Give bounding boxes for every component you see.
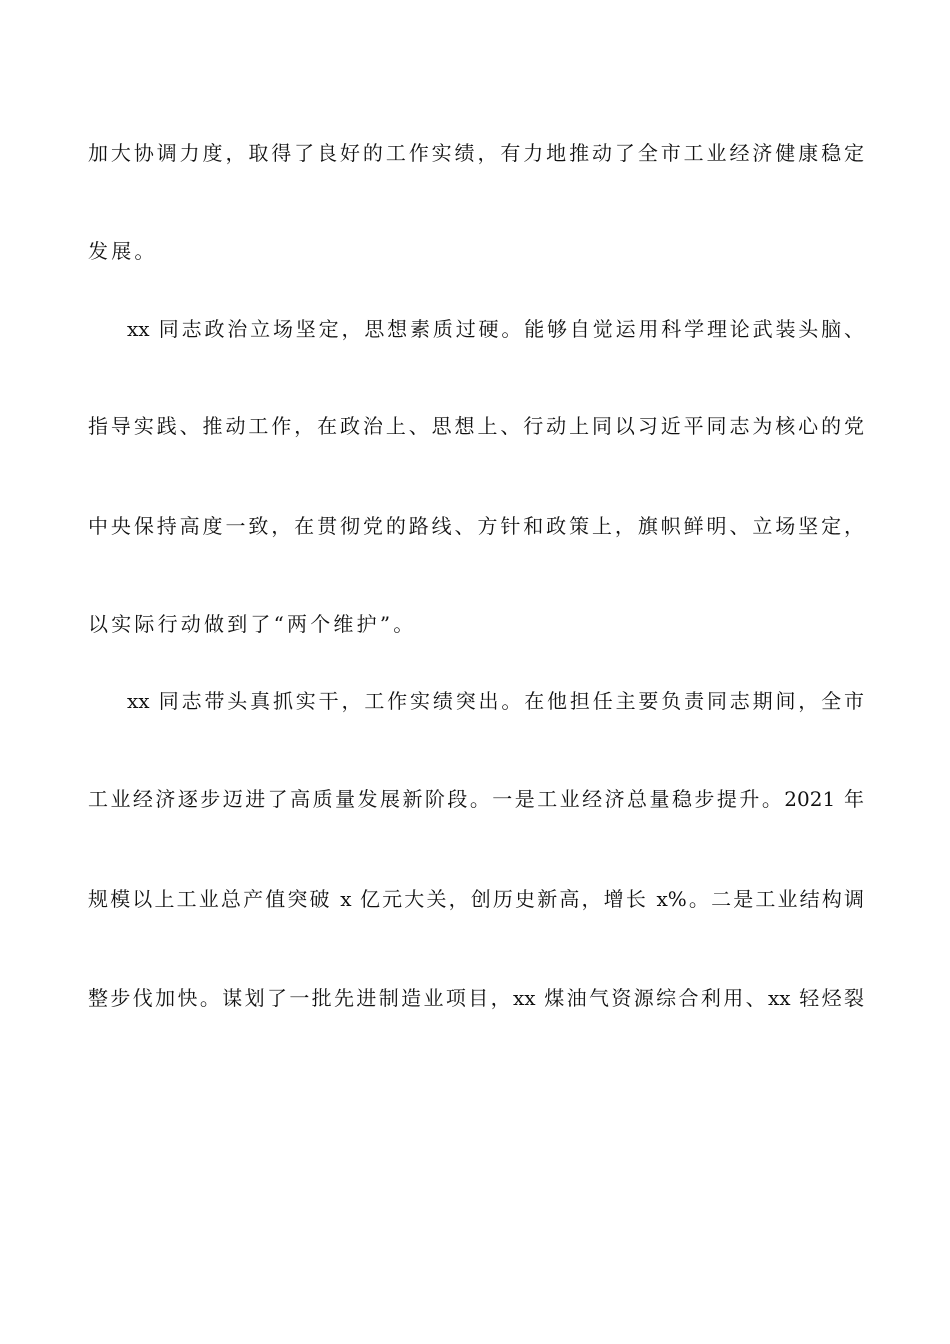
text-line-2: 发展。 <box>88 239 158 263</box>
text-line-1: 加大协调力度，取得了良好的工作实绩，有力地推动了全市工业经济健康稳定 <box>88 141 864 165</box>
text-line-4: 指导实践、推动工作，在政治上、思想上、行动上同以习近平同志为核心的党 <box>88 414 864 438</box>
text-line-5: 中央保持高度一致，在贯彻党的路线、方针和政策上，旗帜鲜明、立场坚定， <box>88 514 864 538</box>
text-line-10: 整步伐加快。谋划了一批先进制造业项目，xx 煤油气资源综合利用、xx 轻烃裂 <box>88 986 864 1010</box>
text-line-9: 规模以上工业总产值突破 x 亿元大关，创历史新高，增长 x%。二是工业结构调 <box>88 887 864 911</box>
text-line-3: xx 同志政治立场坚定，思想素质过硬。能够自觉运用科学理论武装头脑、 <box>127 317 864 341</box>
text-line-7: xx 同志带头真抓实干，工作实绩突出。在他担任主要负责同志期间，全市 <box>127 689 864 713</box>
text-line-8: 工业经济逐步迈进了高质量发展新阶段。一是工业经济总量稳步提升。2021 年 <box>88 787 864 811</box>
text-line-6: 以实际行动做到了“两个维护”。 <box>88 612 417 636</box>
